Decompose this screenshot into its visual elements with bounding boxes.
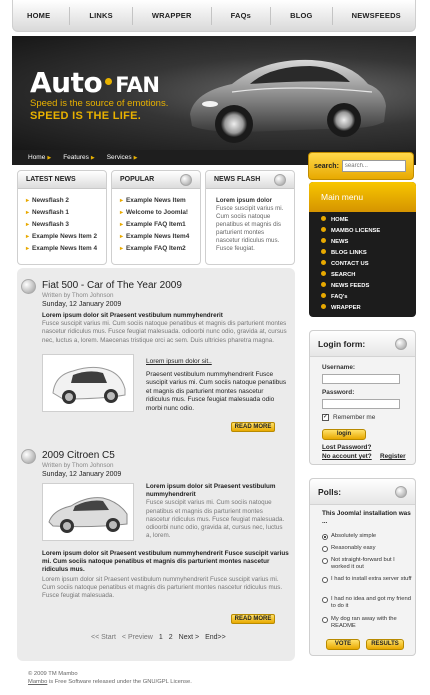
- site-logo[interactable]: Auto FAN: [30, 66, 160, 99]
- pager-page-2[interactable]: 2: [168, 634, 173, 641]
- breadcrumb-home[interactable]: Home ▶: [28, 154, 52, 161]
- top-navigation: [12, 0, 416, 32]
- latest-news-item[interactable]: ▸ Newsflash 2: [26, 197, 69, 204]
- sports-car-image: [172, 44, 392, 149]
- article-icon: [21, 279, 36, 294]
- read-more-button[interactable]: READ MORE: [231, 422, 275, 432]
- login-form: [309, 330, 416, 465]
- login-button[interactable]: login: [322, 429, 366, 440]
- menu-item-wrapper[interactable]: WRAPPER: [321, 303, 416, 314]
- radio-button[interactable]: [322, 597, 328, 603]
- article-body-text: Lorem ipsum dolor sit Praesent vestibulum nummyhendrerit Fusce suscipit varius mi. Cum sociis natoque penatibus et magnis dis parturient montes nascetur ridiculus mus. Fusce feugiat malesuada.: [42, 576, 283, 600]
- article-author: Written by Thom Johnson: [42, 462, 114, 469]
- login-title: Login form:: [318, 338, 366, 349]
- article-1: [27, 280, 289, 440]
- menu-item-faqs[interactable]: FAQ's: [321, 292, 416, 303]
- bullet-dot-icon: [321, 260, 326, 265]
- menu-item-news[interactable]: NEWS: [321, 237, 416, 248]
- nav-divider: [332, 7, 333, 25]
- main-menu-title: Main menu: [309, 182, 416, 212]
- news-flash-box: [205, 170, 295, 265]
- radio-button[interactable]: [322, 546, 328, 552]
- username-input[interactable]: [322, 374, 400, 384]
- vote-button[interactable]: VOTE: [326, 639, 360, 650]
- article-date: Sunday, 12 January 2009: [42, 301, 122, 308]
- bullet-arrow-icon: ▸: [120, 246, 124, 252]
- arrow-right-icon: ▶: [133, 155, 138, 161]
- menu-item-blog-links[interactable]: BLOG LINKS: [321, 248, 416, 259]
- menu-item-search[interactable]: SEARCH: [321, 270, 416, 281]
- read-more-button[interactable]: READ MORE: [231, 614, 275, 624]
- bullet-dot-icon: [321, 227, 326, 232]
- bullet-dot-icon: [321, 304, 326, 309]
- article-date: Sunday, 12 January 2009: [42, 471, 122, 478]
- bullet-arrow-icon: ▸: [120, 198, 124, 204]
- bullet-arrow-icon: ▸: [26, 246, 30, 252]
- menu-item-home[interactable]: HOME: [321, 215, 416, 226]
- radio-button[interactable]: [322, 534, 328, 540]
- slogan-line-1: Speed is the source of emotions.: [30, 98, 169, 109]
- no-account-link[interactable]: No account yet?: [322, 453, 372, 460]
- main-menu: [309, 182, 416, 317]
- bullet-arrow-icon: ▸: [26, 198, 30, 204]
- menu-item-mambo-license[interactable]: MAMBO LICENSE: [321, 226, 416, 237]
- breadcrumb-services[interactable]: Services ▶: [106, 154, 138, 161]
- pager-previous[interactable]: < Preview: [121, 634, 153, 641]
- search-input[interactable]: [342, 160, 406, 172]
- nav-divider: [132, 7, 133, 25]
- pager-page-1[interactable]: 1: [158, 634, 163, 641]
- password-input[interactable]: [322, 399, 400, 409]
- password-label: Password:: [322, 389, 355, 396]
- pager-start[interactable]: << Start: [91, 634, 116, 641]
- bullet-dot-icon: [321, 282, 326, 287]
- popular-title: POPULAR: [120, 176, 155, 183]
- checkmark-badge-icon: [395, 338, 407, 350]
- radio-button[interactable]: [322, 558, 328, 564]
- news-flash-text: Fusce suscipit varius mi. Cum sociis natoque penatibus et magnis dis parturient montes nascetur ridiculus mus. Fusce feugiat.: [216, 205, 284, 252]
- latest-news-box: [17, 170, 107, 265]
- article-2: [27, 450, 289, 630]
- radio-button[interactable]: [322, 617, 328, 623]
- header-banner: [12, 36, 416, 150]
- remember-me-checkbox[interactable]: ✓: [323, 414, 329, 420]
- slogan-line-2: SPEED IS THE LIFE.: [30, 110, 142, 122]
- article-icon: [21, 449, 36, 464]
- popular-item[interactable]: ▸ Example FAQ Item2: [120, 245, 186, 252]
- bullet-dot-icon: [321, 271, 326, 276]
- menu-item-news-feeds[interactable]: NEWS FEEDS: [321, 281, 416, 292]
- nav-newsfeeds[interactable]: NEWSFEEDS: [351, 11, 401, 20]
- username-label: Username:: [322, 364, 356, 371]
- bullet-dot-icon: [321, 238, 326, 243]
- poll-option[interactable]: My dog ran away with the README: [322, 616, 412, 630]
- gear-badge-icon: [395, 486, 407, 498]
- footer-copyright: © 2009 TM Mambo: [28, 671, 78, 677]
- arrow-right-icon: ▶: [47, 155, 52, 161]
- news-flash-title: NEWS FLASH: [214, 176, 261, 183]
- footer-license: Mambo is Free Software released under the GNU/GPL License.: [28, 679, 192, 685]
- latest-news-item[interactable]: ▸ Newsflash 1: [26, 209, 69, 216]
- main-content: [17, 268, 295, 661]
- article-side-text: Praesent vestibulum nummyhendrerit Fusce suscipit varius mi. Cum sociis natoque penatibus et magnis dis parturient montes nascetur ridiculus mus. Fusce feugiat malesuada odio morbi nunc odio.: [146, 371, 287, 412]
- bullet-dot-icon: [321, 216, 326, 221]
- popular-item[interactable]: ▸ Example FAQ Item1: [120, 221, 186, 228]
- polls-title: Polls:: [318, 486, 342, 497]
- article-author: Written by Thom Johnson: [42, 292, 114, 299]
- mambo-link[interactable]: Mambo: [28, 679, 48, 685]
- popular-item[interactable]: ▸ Welcome to Joomla!: [120, 209, 189, 216]
- bullet-arrow-icon: ▸: [120, 210, 124, 216]
- poll-option[interactable]: I had to install extra server stuff: [322, 576, 412, 583]
- nav-links[interactable]: LINKS: [89, 11, 113, 20]
- remember-me-label: Remember me: [333, 414, 376, 421]
- footer: [28, 670, 192, 686]
- article-side-text: Lorem ipsum dolor sit Praesent vestibulum nummyhendrerit Fusce suscipit varius mi. Cum sociis natoque penatibus et magnis dis parturient montes nascetur ridiculus mus. Fusce feugiat malesuada. odioorbi nunc odio, gravida at, cursus nec, luctus a, lorem.: [146, 483, 285, 540]
- bullet-arrow-icon: ▸: [26, 210, 30, 216]
- article-intro: Lorem ipsum dolor sit Praesent vestibulum nummyhendrerit Fusce suscipit varius mi. Cum sociis natoque penatibus et magnis dis parturient montes nascetur ridiculus mus. Fusce feugiat malesuada. odioorbi nunc odio, gravida at, cursus nec, luctus a, lorem. Maecenas tristique orci ac sem. Duis ultricies pharetra magna.: [42, 312, 287, 344]
- menu-item-contact-us[interactable]: CONTACT US: [321, 259, 416, 270]
- bullet-arrow-icon: ▸: [120, 234, 124, 240]
- latest-news-item[interactable]: ▸ Newsflash 3: [26, 221, 69, 228]
- bullet-arrow-icon: ▸: [26, 222, 30, 228]
- bullet-dot-icon: [321, 249, 326, 254]
- fiat-car-drawing: [43, 355, 133, 411]
- popular-item[interactable]: ▸ Example News Item: [120, 197, 186, 204]
- lost-password-link[interactable]: Lost Password?: [322, 444, 372, 451]
- pager-end[interactable]: End>>: [205, 634, 226, 641]
- search-label: search:: [314, 162, 339, 170]
- poll-option[interactable]: Not straight-forward but I worked it out: [322, 557, 412, 571]
- latest-news-item[interactable]: ▸ Example News Item 4: [26, 245, 98, 252]
- bullet-arrow-icon: ▸: [26, 234, 30, 240]
- arrow-right-icon: ▶: [90, 155, 95, 161]
- popular-box: [111, 170, 201, 265]
- nav-home[interactable]: HOME: [27, 11, 51, 20]
- poll-option[interactable]: Absolutely simple: [322, 533, 412, 540]
- poll-question: This Joomla! installation was ...: [322, 510, 411, 525]
- pagination: [91, 634, 226, 641]
- register-link[interactable]: Register: [380, 453, 406, 460]
- fiat-500-image: [42, 354, 134, 412]
- globe-icon: [274, 174, 286, 186]
- latest-news-item[interactable]: ▸ Example News Item 2: [26, 233, 98, 240]
- search-box: [308, 152, 414, 180]
- nav-blog[interactable]: BLOG: [290, 11, 313, 20]
- nav-faqs[interactable]: FAQs: [230, 11, 252, 20]
- latest-news-title: LATEST NEWS: [26, 176, 76, 183]
- article-side-heading[interactable]: Lorem ipsum dolor sit..: [146, 358, 212, 365]
- pager-next[interactable]: Next >: [178, 634, 200, 641]
- nav-divider: [270, 7, 271, 25]
- news-flash-heading: Lorem ipsum dolor: [216, 197, 273, 204]
- article-title[interactable]: Fiat 500 - Car of The Year 2009: [42, 280, 182, 291]
- citroen-car-drawing: [43, 484, 133, 540]
- nav-wrapper[interactable]: WRAPPER: [151, 11, 192, 20]
- bullet-arrow-icon: ▸: [120, 222, 124, 228]
- radio-button[interactable]: [322, 577, 328, 583]
- globe-icon: [180, 174, 192, 186]
- citroen-c5-image: [42, 483, 134, 541]
- breadcrumb-features[interactable]: Features ▶: [63, 154, 95, 161]
- results-button[interactable]: RESULTS: [366, 639, 404, 650]
- poll-option[interactable]: Reasonably easy: [322, 545, 412, 552]
- nav-divider: [211, 7, 212, 25]
- polls-box: [309, 478, 416, 656]
- poll-option[interactable]: I had no idea and got my friend to do it: [322, 596, 412, 610]
- popular-item[interactable]: ▸ Example News Item4: [120, 233, 190, 240]
- article-title[interactable]: 2009 Citroen C5: [42, 450, 115, 461]
- bullet-dot-icon: [321, 293, 326, 298]
- article-body: Lorem ipsum dolor sit Praesent vestibulum nummyhendrerit Fusce suscipit varius mi. Cum sociis natoque penatibus et magnis dis parturient montes nascetur ridiculus mus.: [42, 550, 289, 574]
- nav-divider: [69, 7, 70, 25]
